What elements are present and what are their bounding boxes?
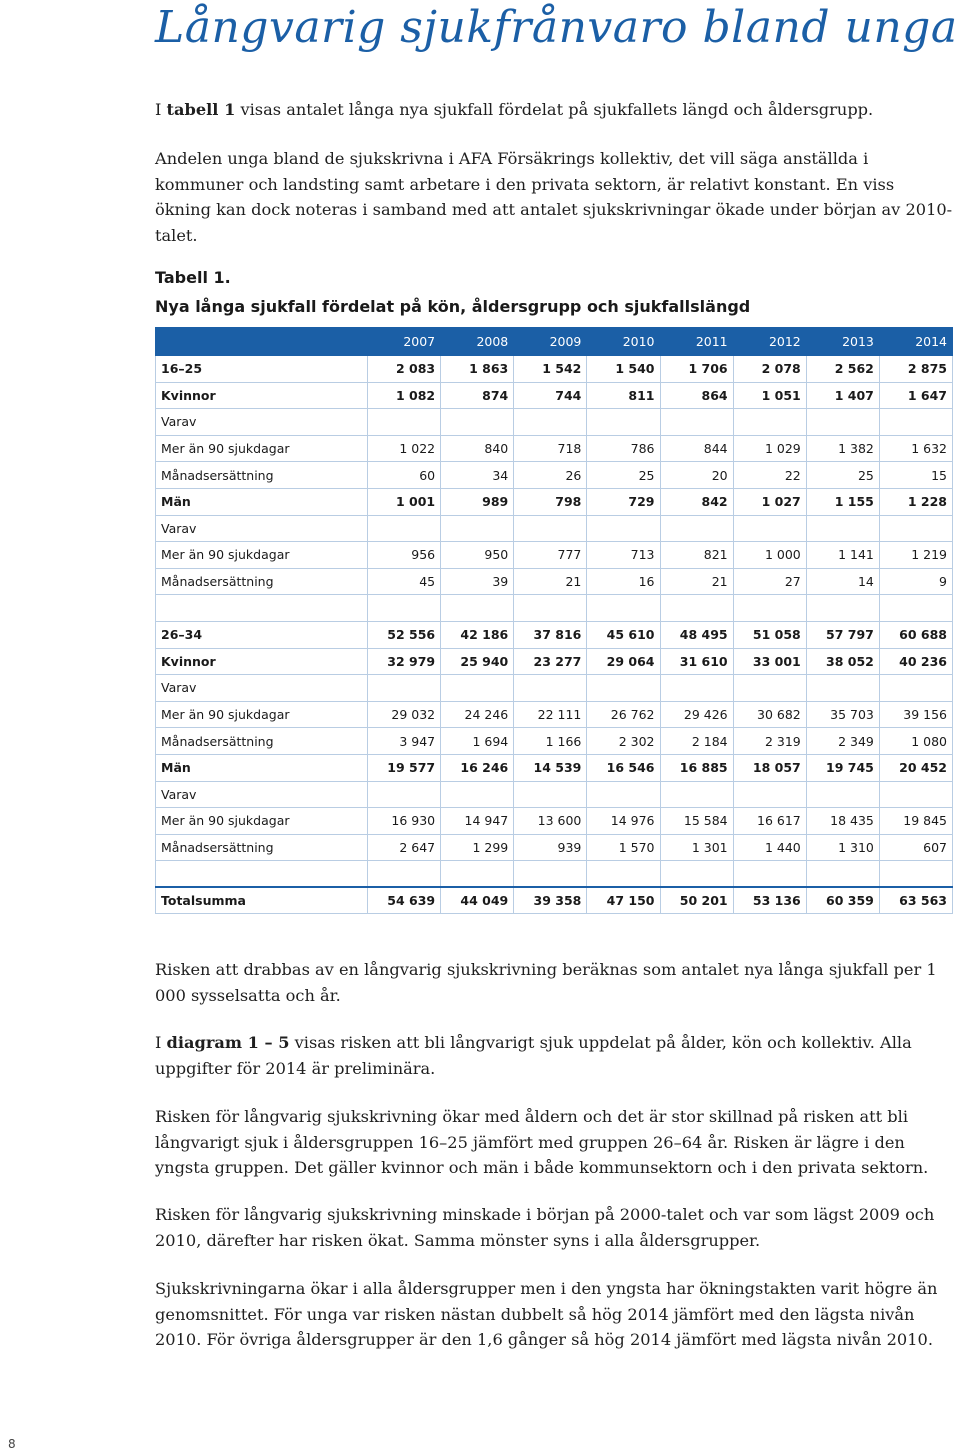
table-cell: 20 452 <box>879 754 952 781</box>
table-cell: 1 570 <box>587 834 660 861</box>
table-cell <box>660 515 733 542</box>
table-cell <box>879 861 952 888</box>
table-cell: 2 078 <box>733 356 806 383</box>
table-row <box>156 754 953 781</box>
table-cell: 37 816 <box>514 621 587 648</box>
table-cell: 956 <box>368 542 441 569</box>
table-cell <box>806 781 879 808</box>
table-row <box>156 356 953 383</box>
year-header-2012: 2012 <box>733 328 806 356</box>
table-cell: 1 310 <box>806 834 879 861</box>
table-cell: 821 <box>660 542 733 569</box>
table-cell <box>368 595 441 622</box>
body-paragraph-young: Sjukskrivningarna ökar i alla åldersgrupper men i den yngsta har ökningstakten varit högre än genomsnittet. För unga var risken nästan dubbelt så hög 2014 jämfört med den lägsta nivån 2010. För övriga åldersgrupper är den 1,6 gånger så hög 2014 jämfört med lägsta nivån 2010. <box>155 1279 938 1349</box>
row-label: Mer än 90 sjukdagar <box>156 542 368 569</box>
table-cell: 54 639 <box>368 887 441 914</box>
table-cell <box>806 515 879 542</box>
table-cell: 53 136 <box>733 887 806 914</box>
table-cell: 16 617 <box>733 808 806 835</box>
table-cell: 25 940 <box>441 648 514 675</box>
row-label: Totalsumma <box>156 887 368 914</box>
row-label <box>156 861 368 888</box>
table-cell: 713 <box>587 542 660 569</box>
table-cell: 1 440 <box>733 834 806 861</box>
table-cell <box>879 675 952 702</box>
table-cell: 1 051 <box>733 382 806 409</box>
table-cell <box>368 409 441 436</box>
table-cell <box>733 409 806 436</box>
table-cell <box>733 675 806 702</box>
table-cell: 2 319 <box>733 728 806 755</box>
body-p4-post: visas risken att bli långvarigt sjuk uppdelat på ålder, kön och kollektiv. Alla uppgifter för 2014 är preliminära. <box>155 1033 912 1078</box>
table-cell: 51 058 <box>733 621 806 648</box>
table-cell: 1 082 <box>368 382 441 409</box>
table-cell: 52 556 <box>368 621 441 648</box>
table-cell: 14 539 <box>514 754 587 781</box>
table-cell <box>587 675 660 702</box>
table-cell <box>441 675 514 702</box>
table-cell: 1 141 <box>806 542 879 569</box>
row-label: Kvinnor <box>156 648 368 675</box>
table-cell: 18 435 <box>806 808 879 835</box>
table-cell <box>514 781 587 808</box>
row-label: Månadsersättning <box>156 728 368 755</box>
table-cell <box>441 781 514 808</box>
table-row <box>156 834 953 861</box>
table-cell: 23 277 <box>514 648 587 675</box>
table-cell: 939 <box>514 834 587 861</box>
spacer-row <box>156 861 953 888</box>
table-cell: 1 540 <box>587 356 660 383</box>
table-cell <box>587 595 660 622</box>
table-cell: 1 001 <box>368 488 441 515</box>
table-cell <box>660 675 733 702</box>
table-cell: 864 <box>660 382 733 409</box>
table-cell: 34 <box>441 462 514 489</box>
table-cell: 16 546 <box>587 754 660 781</box>
body-p4-pre: I <box>155 1033 167 1052</box>
table-cell: 1 155 <box>806 488 879 515</box>
intro-p1-bold: tabell 1 <box>166 100 236 119</box>
table-cell <box>879 515 952 542</box>
table-row <box>156 488 953 515</box>
row-label: Varav <box>156 515 368 542</box>
table-row <box>156 515 953 542</box>
table-cell: 840 <box>441 435 514 462</box>
table-cell: 2 083 <box>368 356 441 383</box>
table-cell: 842 <box>660 488 733 515</box>
body-paragraph-trend: Risken för långvarig sjukskrivning minskade i början på 2000-talet och var som lägst 2009 och 2010, därefter har risken ökat. Samma mönster syns i alla åldersgrupper. <box>155 1205 935 1250</box>
table-cell: 1 029 <box>733 435 806 462</box>
table-cell: 39 358 <box>514 887 587 914</box>
table-cell: 30 682 <box>733 701 806 728</box>
table-cell: 1 542 <box>514 356 587 383</box>
table-cell: 3 947 <box>368 728 441 755</box>
table-cell: 1 027 <box>733 488 806 515</box>
year-header-2011: 2011 <box>660 328 733 356</box>
table-cell: 33 001 <box>733 648 806 675</box>
table-row <box>156 781 953 808</box>
table-cell: 60 359 <box>806 887 879 914</box>
table-cell: 45 610 <box>587 621 660 648</box>
table-title: Nya långa sjukfall fördelat på kön, åldersgrupp och sjukfallslängd <box>155 297 751 316</box>
intro-paragraph-1 <box>155 97 955 123</box>
table-cell: 19 745 <box>806 754 879 781</box>
table-cell: 24 246 <box>441 701 514 728</box>
row-label: Män <box>156 754 368 781</box>
table-cell: 60 688 <box>879 621 952 648</box>
table-cell: 13 600 <box>514 808 587 835</box>
row-label: Mer än 90 sjukdagar <box>156 435 368 462</box>
table-cell <box>879 595 952 622</box>
table-cell: 2 349 <box>806 728 879 755</box>
year-header-2009: 2009 <box>514 328 587 356</box>
spacer-row <box>156 595 953 622</box>
table-cell: 25 <box>587 462 660 489</box>
row-label: 16–25 <box>156 356 368 383</box>
page-number: 8 <box>8 1437 16 1451</box>
table-cell: 29 032 <box>368 701 441 728</box>
table-cell <box>587 409 660 436</box>
table-cell: 1 022 <box>368 435 441 462</box>
table-cell: 1 228 <box>879 488 952 515</box>
row-label: Månadsersättning <box>156 834 368 861</box>
table-row <box>156 568 953 595</box>
table-cell: 38 052 <box>806 648 879 675</box>
table-row <box>156 621 953 648</box>
table-cell: 1 632 <box>879 435 952 462</box>
table-cell <box>441 515 514 542</box>
row-label: Mer än 90 sjukdagar <box>156 808 368 835</box>
table-cell: 1 407 <box>806 382 879 409</box>
table-cell: 21 <box>514 568 587 595</box>
row-label: Månadsersättning <box>156 568 368 595</box>
table-cell: 718 <box>514 435 587 462</box>
table-row <box>156 409 953 436</box>
table-cell: 50 201 <box>660 887 733 914</box>
table-cell <box>514 675 587 702</box>
table-cell: 21 <box>660 568 733 595</box>
table-cell: 1 080 <box>879 728 952 755</box>
table-cell: 35 703 <box>806 701 879 728</box>
table-row <box>156 701 953 728</box>
table-cell: 2 302 <box>587 728 660 755</box>
table-header-row <box>156 328 953 356</box>
table-cell <box>806 595 879 622</box>
row-label: Män <box>156 488 368 515</box>
table-cell: 60 <box>368 462 441 489</box>
table-row <box>156 382 953 409</box>
table-cell: 777 <box>514 542 587 569</box>
table-body <box>156 356 953 914</box>
table-cell: 18 057 <box>733 754 806 781</box>
table-cell <box>368 781 441 808</box>
table-cell: 29 064 <box>587 648 660 675</box>
table-cell: 57 797 <box>806 621 879 648</box>
body-paragraph-age-risk: Risken för långvarig sjukskrivning ökar med åldern och det är stor skillnad på risken att bli långvarigt sjuk i åldersgruppen 16–25 jämfört med gruppen 26–64 år. Risken är lägre i den yngsta gruppen. Det gäller kvinnor och män i både kommunsektorn och i den privata sektorn. <box>155 1107 929 1177</box>
row-label: Månadsersättning <box>156 462 368 489</box>
year-header-2013: 2013 <box>806 328 879 356</box>
row-label: Varav <box>156 675 368 702</box>
row-label: Varav <box>156 409 368 436</box>
table-cell: 48 495 <box>660 621 733 648</box>
table-cell <box>514 595 587 622</box>
row-label <box>156 595 368 622</box>
table-cell: 2 184 <box>660 728 733 755</box>
table-cell: 14 976 <box>587 808 660 835</box>
table-cell: 22 <box>733 462 806 489</box>
body-p4-bold: diagram 1 – 5 <box>166 1033 290 1052</box>
table-cell: 39 156 <box>879 701 952 728</box>
table-cell <box>514 861 587 888</box>
table-cell: 1 000 <box>733 542 806 569</box>
intro-p1-post: visas antalet långa nya sjukfall fördelat på sjukfallets längd och åldersgrupp. <box>235 100 874 119</box>
table-cell <box>441 861 514 888</box>
row-label: Mer än 90 sjukdagar <box>156 701 368 728</box>
table-cell <box>514 515 587 542</box>
table-cell: 1 647 <box>879 382 952 409</box>
table-cell: 2 875 <box>879 356 952 383</box>
table-cell: 26 <box>514 462 587 489</box>
table-cell: 786 <box>587 435 660 462</box>
table-cell: 27 <box>733 568 806 595</box>
table-cell: 40 236 <box>879 648 952 675</box>
table-cell: 29 426 <box>660 701 733 728</box>
table-cell: 1 694 <box>441 728 514 755</box>
table-row <box>156 728 953 755</box>
table-cell: 1 166 <box>514 728 587 755</box>
table-cell: 32 979 <box>368 648 441 675</box>
table-cell <box>806 409 879 436</box>
table-cell <box>660 595 733 622</box>
table-cell: 1 706 <box>660 356 733 383</box>
intro-p1-pre: I <box>155 100 167 119</box>
table-cell <box>368 861 441 888</box>
table-cell <box>514 409 587 436</box>
table-cell <box>368 675 441 702</box>
table-cell <box>660 861 733 888</box>
body-paragraph-risk-definition: Risken att drabbas av en långvarig sjukskrivning beräknas som antalet nya långa sjukfall per 1 000 sysselsatta och år. <box>155 960 937 1005</box>
table-label: Tabell 1. <box>155 268 231 287</box>
table-cell <box>441 409 514 436</box>
table-cell <box>733 781 806 808</box>
table-cell: 16 246 <box>441 754 514 781</box>
header-label-cell <box>156 328 368 356</box>
table-cell: 1 301 <box>660 834 733 861</box>
table-cell <box>879 781 952 808</box>
table-cell <box>733 595 806 622</box>
row-label: Varav <box>156 781 368 808</box>
year-header-2007: 2007 <box>368 328 441 356</box>
table-cell <box>368 515 441 542</box>
table-cell: 14 947 <box>441 808 514 835</box>
sick-leave-table <box>155 327 953 914</box>
table-cell <box>733 861 806 888</box>
table-row <box>156 542 953 569</box>
table-cell: 20 <box>660 462 733 489</box>
table-cell: 63 563 <box>879 887 952 914</box>
table-row <box>156 808 953 835</box>
row-label: Kvinnor <box>156 382 368 409</box>
table-cell <box>660 781 733 808</box>
table-cell: 811 <box>587 382 660 409</box>
table-cell: 844 <box>660 435 733 462</box>
year-header-2014: 2014 <box>879 328 952 356</box>
table-cell: 45 <box>368 568 441 595</box>
table-cell: 989 <box>441 488 514 515</box>
table-cell: 31 610 <box>660 648 733 675</box>
table-row <box>156 435 953 462</box>
table-cell: 874 <box>441 382 514 409</box>
row-label: 26–34 <box>156 621 368 648</box>
table-cell: 39 <box>441 568 514 595</box>
page-title: Långvarig sjukfrånvaro bland unga <box>155 2 958 53</box>
table-cell <box>733 515 806 542</box>
table-cell: 26 762 <box>587 701 660 728</box>
table-cell: 950 <box>441 542 514 569</box>
table-cell <box>587 861 660 888</box>
table-cell <box>587 781 660 808</box>
table-row <box>156 675 953 702</box>
table-row <box>156 462 953 489</box>
table-cell: 25 <box>806 462 879 489</box>
table-cell: 16 885 <box>660 754 733 781</box>
table-cell: 15 584 <box>660 808 733 835</box>
table-cell: 44 049 <box>441 887 514 914</box>
table-cell: 47 150 <box>587 887 660 914</box>
table-cell: 2 647 <box>368 834 441 861</box>
table-cell: 19 845 <box>879 808 952 835</box>
table-cell: 744 <box>514 382 587 409</box>
intro-paragraph-2: Andelen unga bland de sjukskrivna i AFA Försäkrings kollektiv, det vill säga anställda i kommuner och landsting samt arbetare i den privata sektorn, är relativt konstant. En viss ökning kan dock noteras i samband med att antalet sjukskrivningar ökade under början av 2010-talet. <box>155 149 953 245</box>
table-cell: 15 <box>879 462 952 489</box>
table-cell: 16 <box>587 568 660 595</box>
table-cell: 19 577 <box>368 754 441 781</box>
table-cell: 729 <box>587 488 660 515</box>
year-header-2008: 2008 <box>441 328 514 356</box>
table-cell: 14 <box>806 568 879 595</box>
table-cell: 16 930 <box>368 808 441 835</box>
table-cell <box>587 515 660 542</box>
table-cell: 1 219 <box>879 542 952 569</box>
table-cell: 9 <box>879 568 952 595</box>
table-cell: 42 186 <box>441 621 514 648</box>
table-cell: 798 <box>514 488 587 515</box>
table-cell <box>879 409 952 436</box>
table-cell: 607 <box>879 834 952 861</box>
table-cell: 1 382 <box>806 435 879 462</box>
table-cell <box>441 595 514 622</box>
body-paragraph-diagrams <box>155 1030 955 1081</box>
table-cell <box>660 409 733 436</box>
year-header-2010: 2010 <box>587 328 660 356</box>
table-cell: 1 299 <box>441 834 514 861</box>
table-cell <box>806 675 879 702</box>
table-cell <box>806 861 879 888</box>
table-cell: 1 863 <box>441 356 514 383</box>
table-cell: 22 111 <box>514 701 587 728</box>
total-row <box>156 887 953 914</box>
table-row <box>156 648 953 675</box>
table-cell: 2 562 <box>806 356 879 383</box>
